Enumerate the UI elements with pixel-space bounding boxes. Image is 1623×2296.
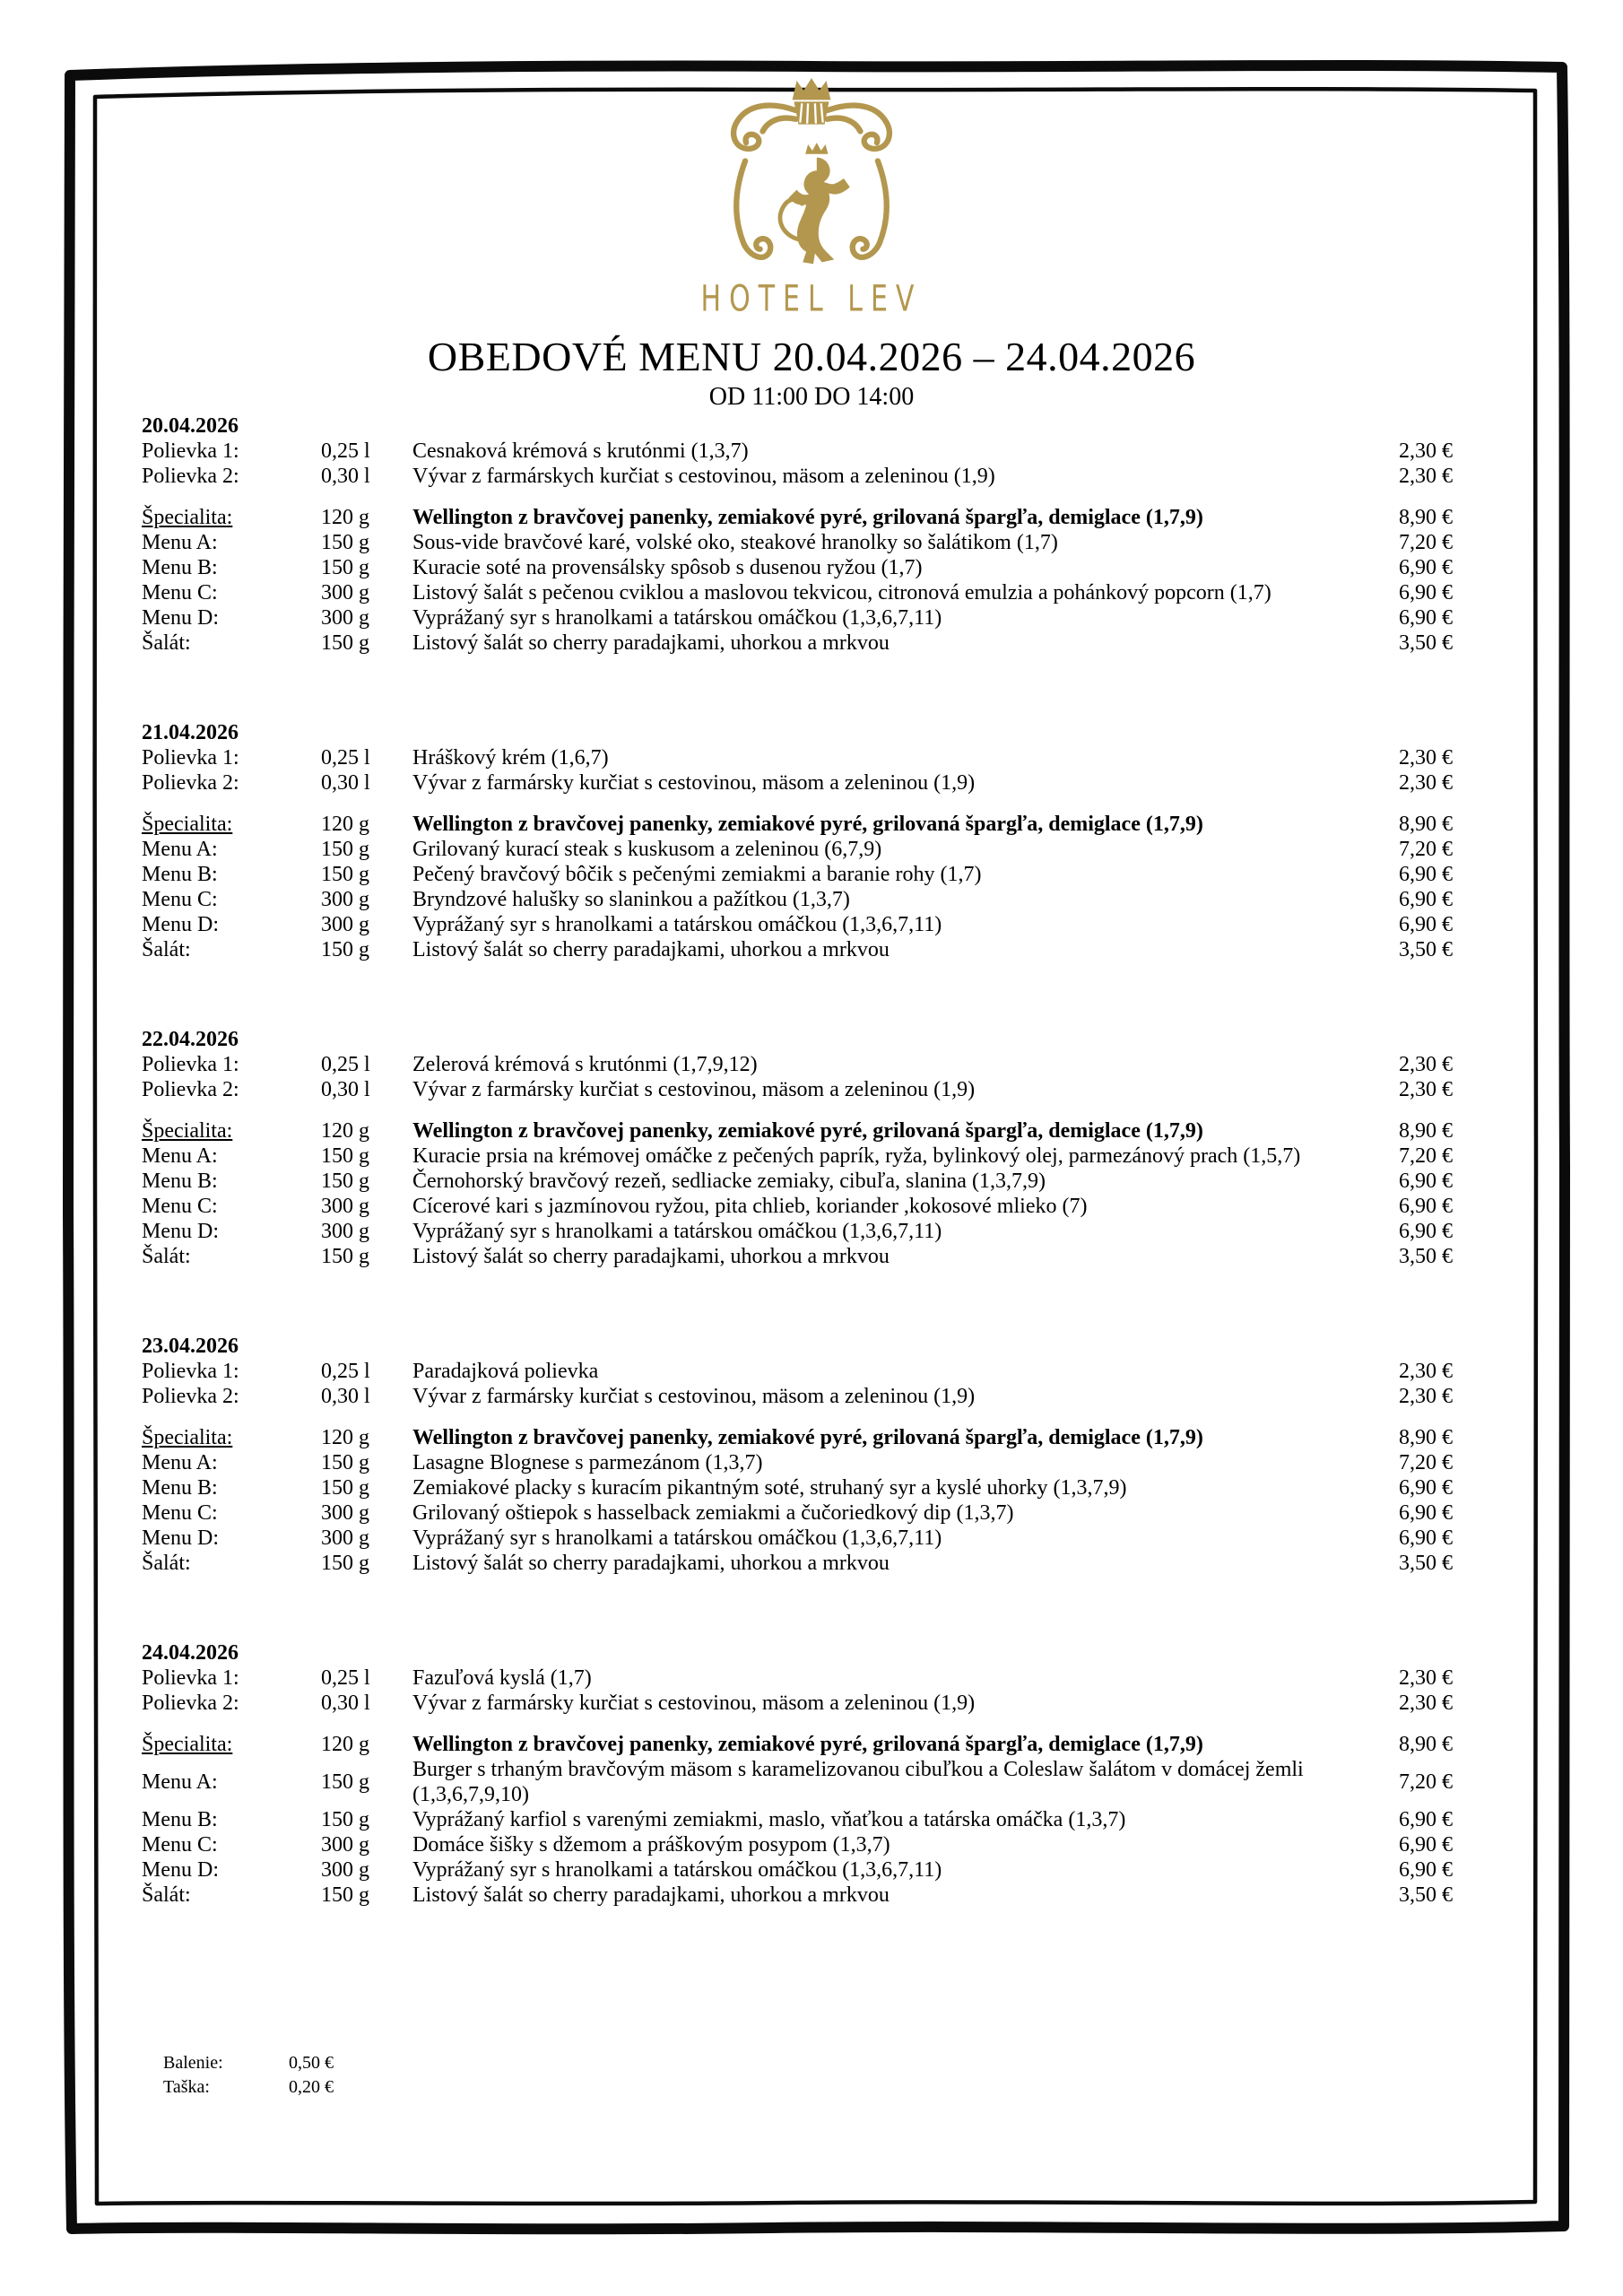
row-price: 2,30 € — [1399, 439, 1453, 463]
row-label: Menu B: — [142, 556, 218, 579]
row-price: 6,90 € — [1399, 863, 1453, 886]
row-description: Pečený bravčový bôčik s pečenými zemiakmi a baranie rohy (1,7) — [412, 863, 982, 886]
row-price: 6,90 € — [1399, 1170, 1453, 1193]
row-description: Bryndzové halušky so slaninkou a pažítkou (1,3,7) — [412, 888, 850, 911]
row-description: Zemiakové placky s kuracím pikantným soté, struhaný syr a kyslé uhorky (1,3,7,9) — [412, 1476, 1127, 1500]
menu-row — [142, 1475, 1453, 1500]
row-quantity: 0,30 l — [321, 1692, 370, 1715]
row-label: Menu A: — [142, 838, 218, 861]
row-price: 7,20 € — [1399, 1144, 1453, 1168]
row-description: Lasagne Blognese s parmezánom (1,3,7) — [412, 1451, 763, 1474]
row-description: Listový šalát so cherry paradajkami, uhorkou a mrkvou — [412, 1552, 890, 1575]
row-label: Polievka 1: — [142, 1360, 239, 1383]
footer-value: 0,20 € — [289, 2077, 334, 2097]
row-description: Zelerová krémová s krutónmi (1,7,9,12) — [412, 1053, 758, 1076]
menu-row — [142, 745, 1453, 770]
row-quantity: 0,25 l — [321, 1666, 370, 1690]
row-quantity: 300 g — [321, 581, 369, 604]
day-date: 23.04.2026 — [142, 1335, 239, 1358]
row-quantity: 150 g — [321, 1883, 369, 1907]
row-quantity: 300 g — [321, 1858, 369, 1882]
hotel-name-logotype: HOTEL LEV — [700, 278, 923, 321]
menu-row — [142, 1425, 1453, 1450]
row-quantity: 150 g — [321, 1170, 369, 1193]
row-label: Menu A: — [142, 1451, 218, 1474]
menu-row — [142, 1169, 1453, 1194]
row-price: 6,90 € — [1399, 581, 1453, 604]
menu-title: OBEDOVÉ MENU 20.04.2026 – 24.04.2026 — [427, 334, 1196, 379]
row-quantity: 150 g — [321, 1552, 369, 1575]
row-quantity: 300 g — [321, 1220, 369, 1243]
row-label: Menu D: — [142, 606, 219, 630]
menu-row — [142, 1832, 1453, 1857]
row-quantity: 120 g — [321, 1119, 369, 1143]
row-price: 3,50 € — [1399, 1552, 1453, 1575]
row-price: 6,90 € — [1399, 1476, 1453, 1500]
row-description: Listový šalát so cherry paradajkami, uhorkou a mrkvou — [412, 1883, 890, 1907]
row-quantity: 0,30 l — [321, 465, 370, 488]
day-date: 20.04.2026 — [142, 414, 239, 438]
row-description: Kuracie prsia na krémovej omáčke z pečených paprík, ryža, bylinkový olej, parmezánový prach (1,5,7) — [412, 1144, 1301, 1168]
row-description: Sous-vide bravčové karé, volské oko, steakové hranolky so šalátikom (1,7) — [412, 531, 1058, 554]
row-price: 2,30 € — [1399, 1385, 1453, 1408]
row-price: 2,30 € — [1399, 1692, 1453, 1715]
menu-row — [142, 555, 1453, 580]
row-price: 2,30 € — [1399, 1360, 1453, 1383]
day-rows — [142, 1052, 1453, 1269]
row-price: 6,90 € — [1399, 888, 1453, 911]
menu-row — [142, 1077, 1453, 1102]
row-label: Menu C: — [142, 1195, 218, 1218]
footer-label: Balenie: — [163, 2053, 223, 2073]
row-label: Špecialita: — [142, 813, 233, 836]
row-description: Vyprážaný syr s hranolkami a tatárskou omáčkou (1,3,6,7,11) — [412, 606, 942, 630]
menu-row — [142, 605, 1453, 631]
row-label: Menu B: — [142, 1476, 218, 1500]
row-quantity: 150 g — [321, 1245, 369, 1268]
menu-row — [142, 1526, 1453, 1551]
row-label: Polievka 2: — [142, 465, 239, 488]
row-label: Menu D: — [142, 913, 219, 936]
row-quantity: 300 g — [321, 606, 369, 630]
menu-content — [142, 413, 1453, 2100]
row-price: 2,30 € — [1399, 771, 1453, 795]
menu-row — [142, 1807, 1453, 1832]
row-quantity: 150 g — [321, 1808, 369, 1831]
menu-row — [142, 439, 1453, 464]
row-price: 6,90 € — [1399, 1220, 1453, 1243]
row-description: Wellington z bravčovej panenky, zemiakové pyré, grilovaná špargľa, demiglace (1,7,9) — [412, 813, 1203, 836]
menu-row — [142, 1757, 1453, 1807]
row-description: Vývar z farmársky kurčiat s cestovinou, mäsom a zeleninou (1,9) — [412, 1385, 976, 1408]
row-description: Fazuľová kyslá (1,7) — [412, 1666, 592, 1690]
row-description: Vyprážaný syr s hranolkami a tatárskou omáčkou (1,3,6,7,11) — [412, 913, 942, 936]
row-price: 2,30 € — [1399, 1053, 1453, 1076]
menu-row — [142, 464, 1453, 489]
menu-row — [142, 1144, 1453, 1169]
row-price: 8,90 € — [1399, 813, 1453, 836]
row-price: 8,90 € — [1399, 1733, 1453, 1756]
row-label: Polievka 2: — [142, 771, 239, 795]
menu-row — [142, 862, 1453, 887]
row-quantity: 150 g — [321, 863, 369, 886]
row-label: Polievka 1: — [142, 439, 239, 463]
footer-row — [163, 2051, 1453, 2075]
row-label: Menu A: — [142, 1770, 218, 1794]
row-description: Vývar z farmársky kurčiat s cestovinou, mäsom a zeleninou (1,9) — [412, 771, 976, 795]
row-label: Polievka 2: — [142, 1078, 239, 1101]
row-label: Polievka 1: — [142, 1053, 239, 1076]
row-label: Menu D: — [142, 1526, 219, 1550]
row-quantity: 0,25 l — [321, 1053, 370, 1076]
row-quantity: 150 g — [321, 631, 369, 655]
row-price: 6,90 € — [1399, 1501, 1453, 1525]
menu-footer — [142, 2051, 1453, 2100]
menu-header — [0, 75, 1623, 412]
row-price: 7,20 € — [1399, 531, 1453, 554]
row-quantity: 300 g — [321, 1833, 369, 1857]
crown-icon — [793, 78, 831, 100]
row-quantity: 300 g — [321, 1501, 369, 1525]
row-quantity: 300 g — [321, 1195, 369, 1218]
row-label: Šalát: — [142, 1245, 191, 1268]
menu-row — [142, 580, 1453, 605]
row-label: Menu D: — [142, 1220, 219, 1243]
row-price: 8,90 € — [1399, 1119, 1453, 1143]
footer-value: 0,50 € — [289, 2053, 334, 2073]
row-quantity: 120 g — [321, 1733, 369, 1756]
row-description: Listový šalát so cherry paradajkami, uhorkou a mrkvou — [412, 938, 890, 961]
row-label: Menu B: — [142, 863, 218, 886]
row-price: 7,20 € — [1399, 1451, 1453, 1474]
row-description: Burger s trhaným bravčovým mäsom s karamelizovanou cibuľkou a Coleslaw šalátom v domácej žemli (1,3,6,7,9,10) — [412, 1758, 1304, 1806]
day-section — [142, 1640, 1453, 1908]
day-section — [142, 413, 1453, 656]
menu-row — [142, 1219, 1453, 1244]
row-price: 2,30 € — [1399, 1078, 1453, 1101]
day-section — [142, 1334, 1453, 1576]
day-section — [142, 720, 1453, 962]
row-description: Vývar z farmárskych kurčiat s cestovinou, mäsom a zeleninou (1,9) — [412, 465, 995, 488]
menu-row — [142, 1665, 1453, 1691]
row-price: 8,90 € — [1399, 506, 1453, 529]
row-label: Menu D: — [142, 1858, 219, 1882]
row-description: Domáce šišky s džemom a práškovým posypom (1,3,7) — [412, 1833, 890, 1857]
menu-row — [142, 1551, 1453, 1576]
day-rows — [142, 1359, 1453, 1576]
menu-row — [142, 1118, 1453, 1144]
row-description: Vyprážaný syr s hranolkami a tatárskou omáčkou (1,3,6,7,11) — [412, 1858, 942, 1882]
row-label: Špecialita: — [142, 1119, 233, 1143]
row-description: Vyprážaný syr s hranolkami a tatárskou omáčkou (1,3,6,7,11) — [412, 1526, 942, 1550]
menu-row — [142, 1883, 1453, 1908]
row-description: Vývar z farmársky kurčiat s cestovinou, mäsom a zeleninou (1,9) — [412, 1078, 976, 1101]
row-price: 6,90 € — [1399, 606, 1453, 630]
footer-label: Taška: — [163, 2077, 210, 2097]
row-price: 3,50 € — [1399, 631, 1453, 655]
row-quantity: 300 g — [321, 1526, 369, 1550]
row-quantity: 150 g — [321, 938, 369, 961]
row-quantity: 150 g — [321, 1451, 369, 1474]
row-price: 6,90 € — [1399, 1833, 1453, 1857]
menu-row — [142, 1500, 1453, 1526]
row-quantity: 150 g — [321, 531, 369, 554]
row-description: Grilovaný kurací steak s kuskusom a zeleninou (6,7,9) — [412, 838, 882, 861]
menu-row — [142, 1052, 1453, 1077]
row-label: Polievka 2: — [142, 1692, 239, 1715]
menu-row — [142, 887, 1453, 912]
row-quantity: 120 g — [321, 813, 369, 836]
row-label: Šalát: — [142, 1552, 191, 1575]
row-label: Šalát: — [142, 1883, 191, 1907]
row-label: Menu C: — [142, 1833, 218, 1857]
row-description: Černohorský bravčový rezeň, sedliacke zemiaky, cibuľa, slanina (1,3,7,9) — [412, 1170, 1046, 1193]
row-description: Listový šalát so cherry paradajkami, uhorkou a mrkvou — [412, 631, 890, 655]
row-price: 2,30 € — [1399, 746, 1453, 770]
menu-hours: OD 11:00 DO 14:00 — [708, 383, 915, 411]
row-description: Vyprážaný karfiol s varenými zemiakmi, maslo, vňaťkou a tatárska omáčka (1,3,7) — [412, 1808, 1126, 1831]
day-rows — [142, 745, 1453, 962]
row-label: Špecialita: — [142, 1426, 233, 1449]
row-label: Menu B: — [142, 1170, 218, 1193]
row-label: Špecialita: — [142, 1733, 233, 1756]
row-quantity: 150 g — [321, 1144, 369, 1168]
row-label: Šalát: — [142, 938, 191, 961]
row-quantity: 0,30 l — [321, 1078, 370, 1101]
menu-row — [142, 1732, 1453, 1757]
row-description: Paradajková polievka — [412, 1360, 599, 1383]
menu-row — [142, 1244, 1453, 1269]
row-quantity: 0,30 l — [321, 1385, 370, 1408]
day-date: 21.04.2026 — [142, 721, 239, 744]
row-description: Wellington z bravčovej panenky, zemiakové pyré, grilovaná špargľa, demiglace (1,7,9) — [412, 506, 1203, 529]
row-description: Vyprážaný syr s hranolkami a tatárskou omáčkou (1,3,6,7,11) — [412, 1220, 942, 1243]
row-quantity: 150 g — [321, 1770, 369, 1794]
row-price: 7,20 € — [1399, 838, 1453, 861]
row-price: 8,90 € — [1399, 1426, 1453, 1449]
row-label: Polievka 1: — [142, 1666, 239, 1690]
day-rows — [142, 1665, 1453, 1908]
day-sections — [142, 413, 1453, 1908]
row-description: Hráškový krém (1,6,7) — [412, 746, 609, 770]
menu-row — [142, 631, 1453, 656]
menu-row — [142, 505, 1453, 530]
menu-row — [142, 1450, 1453, 1475]
row-label: Špecialita: — [142, 506, 233, 529]
row-description: Listový šalát so cherry paradajkami, uhorkou a mrkvou — [412, 1245, 890, 1268]
row-description: Wellington z bravčovej panenky, zemiakové pyré, grilovaná špargľa, demiglace (1,7,9) — [412, 1733, 1203, 1756]
row-price: 6,90 € — [1399, 556, 1453, 579]
row-label: Menu A: — [142, 531, 218, 554]
row-description: Cícerové kari s jazmínovou ryžou, pita chlieb, koriander ,kokosové mlieko (7) — [412, 1195, 1088, 1218]
menu-row — [142, 812, 1453, 837]
row-price: 6,90 € — [1399, 1858, 1453, 1882]
row-description: Vývar z farmársky kurčiat s cestovinou, mäsom a zeleninou (1,9) — [412, 1692, 976, 1715]
menu-row — [142, 837, 1453, 862]
row-label: Menu C: — [142, 581, 218, 604]
row-quantity: 120 g — [321, 506, 369, 529]
row-label: Menu A: — [142, 1144, 218, 1168]
row-price: 3,50 € — [1399, 1245, 1453, 1268]
row-description: Wellington z bravčovej panenky, zemiakové pyré, grilovaná špargľa, demiglace (1,7,9) — [412, 1119, 1203, 1143]
menu-row — [142, 1359, 1453, 1384]
row-quantity: 120 g — [321, 1426, 369, 1449]
row-label: Menu C: — [142, 1501, 218, 1525]
row-description: Kuracie soté na provensálsky spôsob s dusenou ryžou (1,7) — [412, 556, 923, 579]
row-price: 6,90 € — [1399, 1526, 1453, 1550]
row-price: 6,90 € — [1399, 1808, 1453, 1831]
menu-row — [142, 1194, 1453, 1219]
row-label: Polievka 1: — [142, 746, 239, 770]
menu-row — [142, 1857, 1453, 1883]
row-label: Polievka 2: — [142, 1385, 239, 1408]
row-price: 3,50 € — [1399, 938, 1453, 961]
row-price: 6,90 € — [1399, 1195, 1453, 1218]
row-quantity: 0,25 l — [321, 746, 370, 770]
row-quantity: 300 g — [321, 888, 369, 911]
hotel-lev-crest-logo — [716, 75, 907, 278]
row-label: Menu B: — [142, 1808, 218, 1831]
row-description: Listový šalát s pečenou cviklou a maslovou tekvicou, citronová emulzia a pohánkový popcorn (1,7) — [412, 581, 1271, 604]
row-description: Wellington z bravčovej panenky, zemiakové pyré, grilovaná špargľa, demiglace (1,7,9) — [412, 1426, 1203, 1449]
row-quantity: 0,25 l — [321, 1360, 370, 1383]
row-quantity: 0,25 l — [321, 439, 370, 463]
menu-row — [142, 1384, 1453, 1409]
row-quantity: 150 g — [321, 838, 369, 861]
row-quantity: 0,30 l — [321, 771, 370, 795]
row-price: 3,50 € — [1399, 1883, 1453, 1907]
menu-row — [142, 937, 1453, 962]
row-label: Šalát: — [142, 631, 191, 655]
row-price: 6,90 € — [1399, 913, 1453, 936]
day-section — [142, 1027, 1453, 1269]
row-price: 2,30 € — [1399, 465, 1453, 488]
menu-row — [142, 1691, 1453, 1716]
row-label: Menu C: — [142, 888, 218, 911]
row-price: 2,30 € — [1399, 1666, 1453, 1690]
day-date: 22.04.2026 — [142, 1028, 239, 1051]
row-quantity: 150 g — [321, 556, 369, 579]
menu-row — [142, 530, 1453, 555]
menu-row — [142, 770, 1453, 796]
row-price: 7,20 € — [1399, 1770, 1453, 1794]
menu-row — [142, 912, 1453, 937]
day-rows — [142, 439, 1453, 656]
day-date: 24.04.2026 — [142, 1641, 239, 1665]
footer-row — [163, 2075, 1453, 2100]
row-quantity: 300 g — [321, 913, 369, 936]
row-description: Cesnaková krémová s krutónmi (1,3,7) — [412, 439, 749, 463]
row-description: Grilovaný oštiepok s hasselback zemiakmi a čučoriedkový dip (1,3,7) — [412, 1501, 1014, 1525]
row-quantity: 150 g — [321, 1476, 369, 1500]
